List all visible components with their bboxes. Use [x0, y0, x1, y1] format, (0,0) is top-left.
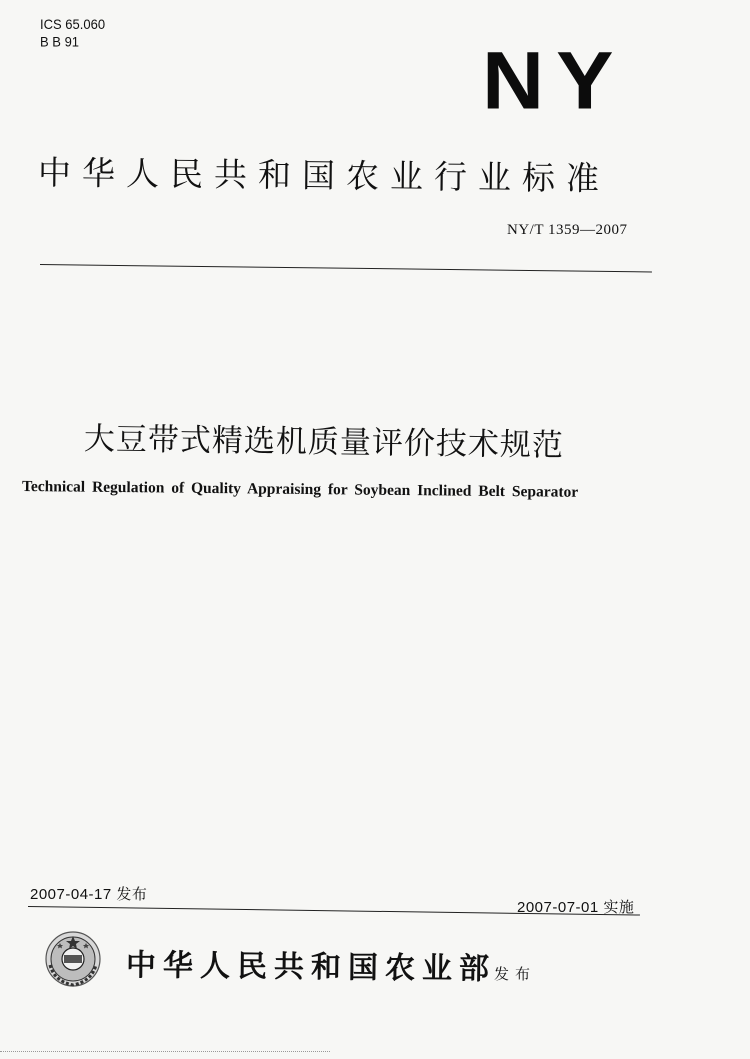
- national-emblem-icon: [40, 925, 106, 991]
- standard-category-title: 中华人民共和国农业行业标准: [37, 153, 611, 198]
- classification-codes: [40, 15, 105, 51]
- ccs-code: B B 91: [40, 34, 80, 50]
- header-divider: [40, 264, 652, 272]
- document-title-english: Technical Regulation of Quality Appraising for Soybean Inclined Belt Separator: [21, 478, 579, 501]
- document-title-chinese: 大豆带式精选机质量评价技术规范: [83, 421, 565, 464]
- standard-number: NY/T 1359—2007: [507, 222, 628, 238]
- issued-label: 发布: [494, 965, 537, 983]
- ny-logo: NY: [482, 35, 626, 127]
- ics-code: ICS 65.060: [40, 16, 106, 32]
- implementation-date: 2007-07-01 实施: [517, 899, 635, 916]
- issuing-authority: 中华人民共和国农业部: [125, 948, 497, 987]
- scan-edge-line: [0, 1051, 330, 1052]
- publish-date: 2007-04-17 发布: [30, 886, 148, 903]
